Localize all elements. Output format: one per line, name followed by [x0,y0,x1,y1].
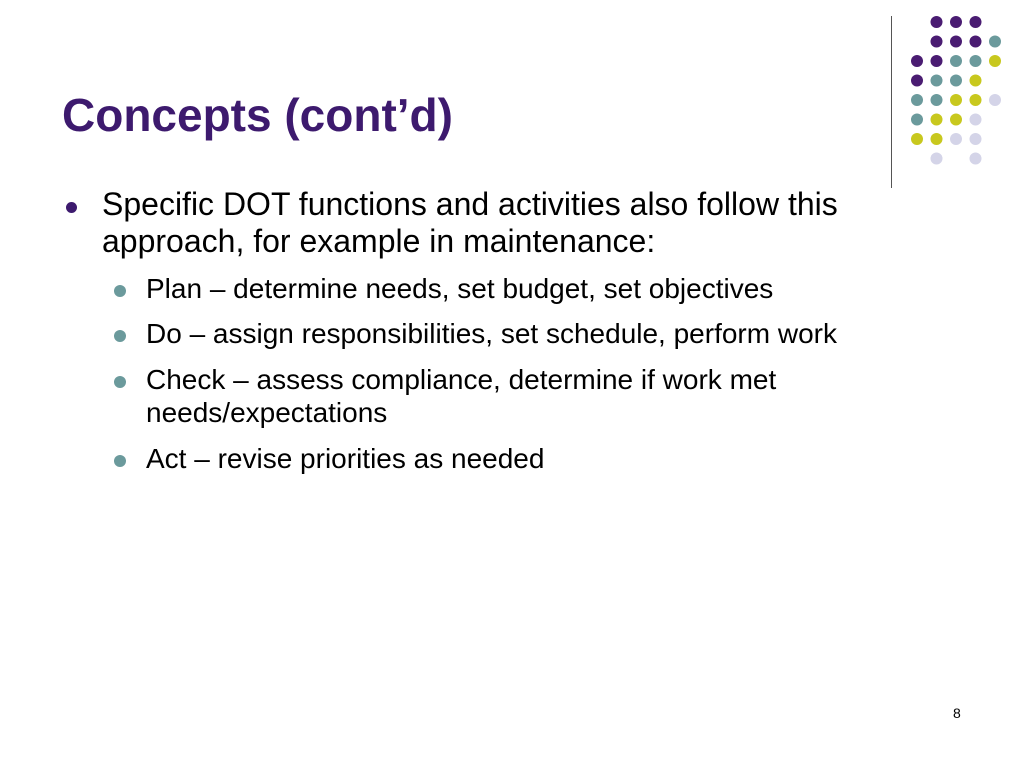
decor-dot [970,16,982,28]
sub-bullet-item-check [62,363,912,430]
decor-dot [989,94,1001,106]
decor-dot [950,16,962,28]
sub-bullet-dot-icon [114,455,126,467]
decor-dot [931,16,943,28]
decor-dot [950,36,962,48]
sub-bullet-text: Check – assess compliance, determine if work met needs/expectations [146,363,777,429]
sub-bullet-item-act [62,442,912,476]
sub-bullet-dot-icon [114,376,126,388]
decor-dot [970,94,982,106]
decor-dot [911,114,923,126]
sub-bullet-text: Act – revise priorities as needed [146,442,545,474]
bullet-item [62,186,912,261]
sub-bullet-text: Do – assign responsibilities, set schedule, perform work [146,318,837,350]
decor-dot [970,133,982,145]
sub-bullet-item-do [62,317,912,351]
decor-dot [970,55,982,67]
sub-bullet-dot-icon [114,285,126,297]
decor-dot [931,94,943,106]
decor-dot [989,36,1001,48]
decor-dot [911,133,923,145]
decor-dot [931,55,943,67]
sub-bullet-dot-icon [114,330,126,342]
sub-bullet-item-plan [62,272,912,306]
slide-body [62,186,912,488]
decor-dot [911,75,923,87]
slide-title: Concepts (cont’d) [62,89,453,141]
decor-dot [950,55,962,67]
decor-dot [950,114,962,126]
bullet-dot-icon [66,202,77,213]
decor-dot [911,94,923,106]
decor-dot [970,75,982,87]
decor-dot [950,94,962,106]
decor-dot [931,36,943,48]
bullet-text: Specific DOT functions and activities also follow this approach, for example in maintenance: [102,186,838,260]
decor-dot [911,55,923,67]
decor-dot [970,114,982,126]
decor-dot [931,114,943,126]
sub-bullet-list [62,272,912,476]
decor-dot [950,75,962,87]
decor-dot [931,133,943,145]
decor-dot [970,36,982,48]
decor-dot [989,55,1001,67]
decor-dot [931,153,943,165]
decor-dot [950,133,962,145]
decorative-dot-grid-icon [0,0,1024,200]
page-number: 8 [953,705,961,721]
decor-dot [931,75,943,87]
sub-bullet-text: Plan – determine needs, set budget, set objectives [146,272,774,304]
decor-dot [970,153,982,165]
